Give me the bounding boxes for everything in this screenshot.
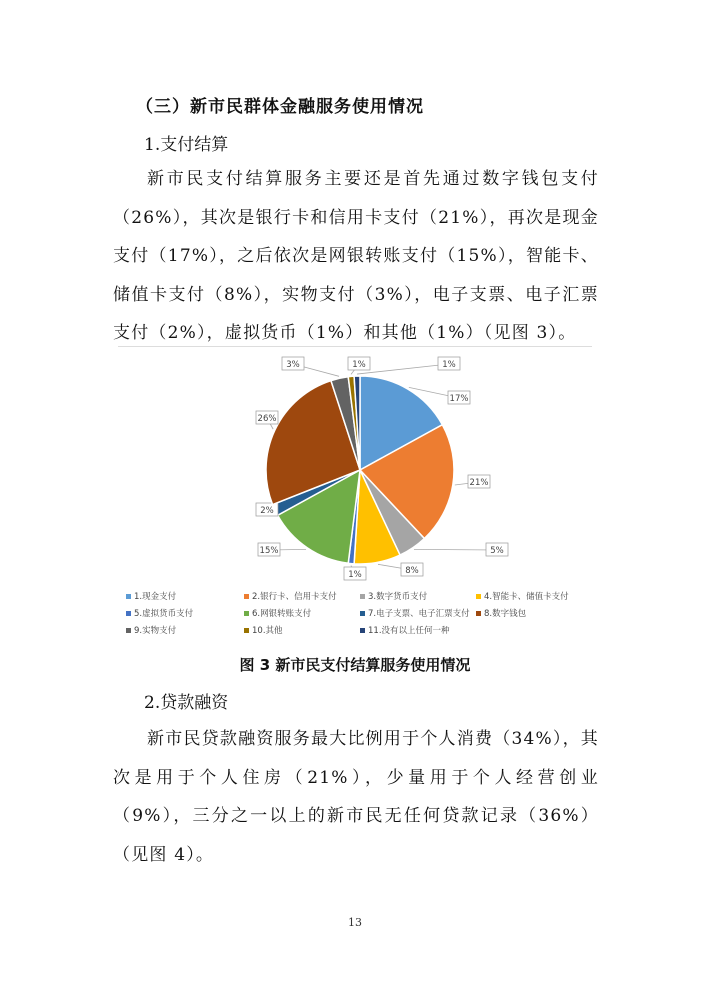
legend-label: 11.没有以上任何一种	[368, 626, 450, 636]
legend-swatch	[476, 594, 481, 599]
data-label: 26%	[257, 414, 277, 424]
legend-item	[126, 624, 176, 636]
legend-label: 3.数字货币支付	[368, 592, 428, 602]
legend-swatch	[126, 611, 131, 616]
legend-label: 7.电子支票、电子汇票支付	[368, 609, 470, 619]
legend-label: 9.实物支付	[134, 626, 177, 636]
legend-item	[360, 607, 470, 619]
legend-swatch	[244, 628, 249, 633]
legend-item	[476, 607, 526, 619]
legend-item	[360, 624, 450, 636]
legend-item	[244, 590, 337, 602]
pie-chart-svg	[118, 346, 592, 586]
legend-swatch	[360, 628, 365, 633]
legend-label: 10.其他	[252, 626, 283, 636]
data-label: 5%	[490, 546, 504, 556]
legend-item	[126, 590, 176, 602]
data-label-leader	[414, 549, 497, 550]
legend-label: 5.虚拟货币支付	[134, 609, 194, 619]
pie-chart	[118, 346, 592, 646]
page-number: 13	[348, 916, 362, 929]
legend-swatch	[476, 611, 481, 616]
data-label-leader	[357, 364, 449, 374]
legend-label: 6.网银转账支付	[252, 609, 312, 619]
data-label: 21%	[469, 478, 489, 488]
legend-item	[244, 624, 283, 636]
legend-swatch	[126, 594, 131, 599]
data-label: 1%	[442, 360, 456, 370]
data-label: 15%	[259, 546, 279, 556]
data-label: 3%	[286, 360, 300, 370]
figure-caption: 图 3 新市民支付结算服务使用情况	[239, 656, 471, 674]
section-heading: （三）新市民群体金融服务使用情况	[136, 97, 424, 117]
legend-item	[126, 607, 193, 619]
data-label: 2%	[260, 506, 274, 516]
legend-swatch	[126, 628, 131, 633]
subsection-title-loan: 2.贷款融资	[144, 693, 229, 713]
legend-swatch	[360, 594, 365, 599]
legend-swatch	[244, 611, 249, 616]
legend-item	[244, 607, 311, 619]
legend-swatch	[244, 594, 249, 599]
legend-label: 2.银行卡、信用卡支付	[252, 592, 337, 602]
data-label: 8%	[405, 566, 419, 576]
legend-item	[476, 590, 569, 602]
data-label: 1%	[352, 360, 366, 370]
legend-label: 4.智能卡、储值卡支付	[484, 592, 569, 602]
data-label: 17%	[449, 394, 469, 404]
legend-swatch	[360, 611, 365, 616]
legend-label: 8.数字钱包	[484, 609, 527, 619]
legend-item	[360, 590, 427, 602]
paragraph-payment: 新市民支付结算服务主要还是首先通过数字钱包支付（26%），其次是银行卡和信用卡支付（21%），再次是现金支付（17%），之后依次是网银转账支付（15%），智能卡、储值卡支付（8%），实物支付（3%），电子支票、电子汇票支付（2%），虚拟货币（1%）和其他（1%）（见图 3）。	[113, 169, 599, 343]
data-label: 1%	[348, 570, 362, 580]
legend-label: 1.现金支付	[134, 592, 177, 602]
paragraph-loan: 新市民贷款融资服务最大比例用于个人消费（34%），其次是用于个人住房（21%），少量用于个人经营创业（9%），三分之一以上的新市民无任何贷款记录（36%）（见图 4）。	[113, 729, 599, 865]
subsection-title-payment: 1.支付结算	[144, 135, 229, 155]
